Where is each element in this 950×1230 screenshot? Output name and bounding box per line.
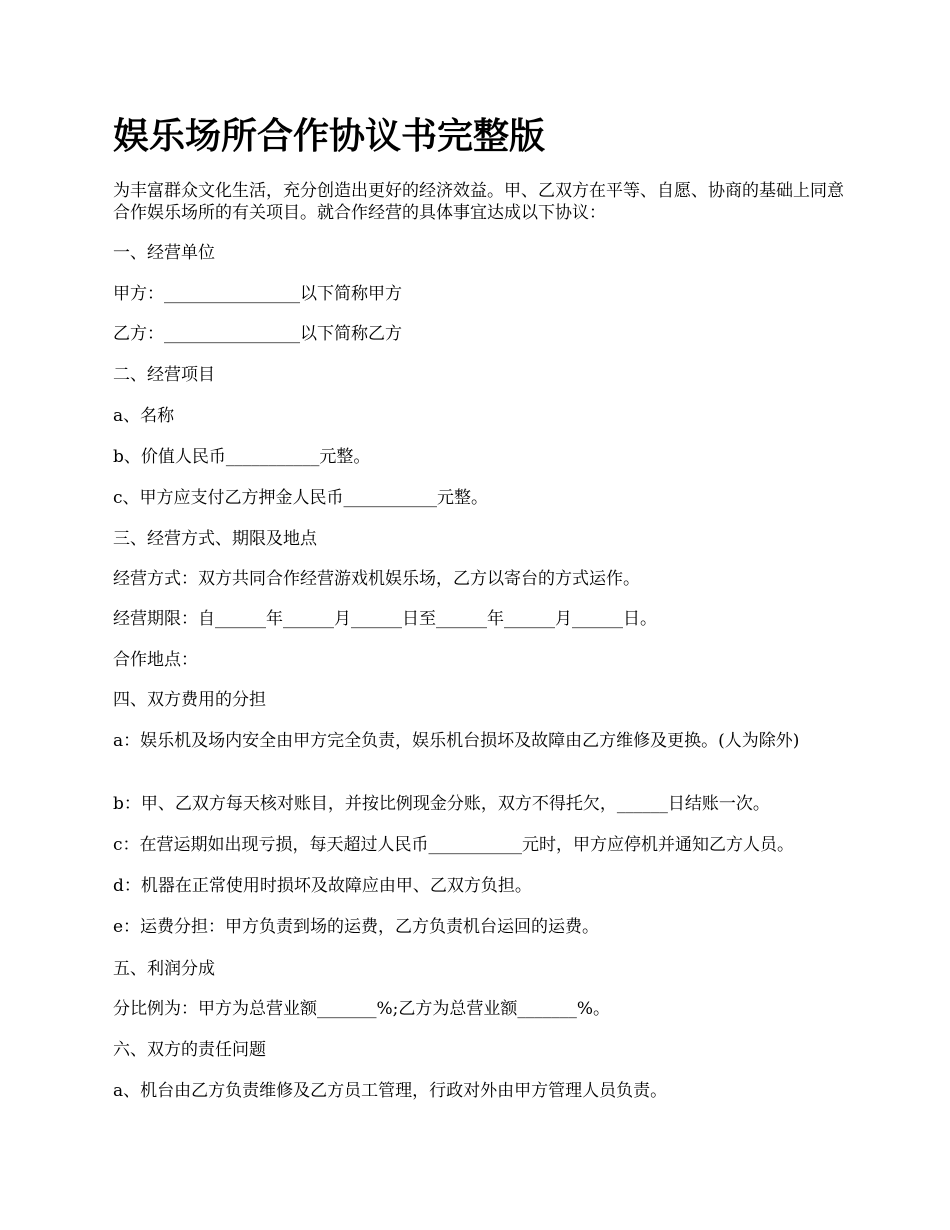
cost-clause-d: d：机器在正常使用时损坏及故障应由甲、乙双方负担。 [113,876,532,896]
profit-ratio: 分比例为：甲方为总营业额_______%;乙方为总营业额_______%。 [113,999,611,1019]
section-heading-3: 三、经营方式、期限及地点 [113,529,317,549]
section-heading-6: 六、双方的责任问题 [113,1040,266,1060]
section-heading-5: 五、利润分成 [113,959,215,979]
section-heading-1: 一、经营单位 [113,243,215,263]
responsibility-clause-a: a、机台由乙方负责维修及乙方员工管理，行政对外由甲方管理人员负责。 [113,1081,668,1101]
intro-paragraph: 为丰富群众文化生活，充分创造出更好的经济效益。甲、乙双方在平等、自愿、协商的基础上同意合作娱乐场所的有关项目。就合作经营的具体事宜达成以下协议： [113,181,844,223]
cost-clause-a: a：娱乐机及场内安全由甲方完全负责，娱乐机台损坏及故障由乙方维修及更换。(人为除外) [113,731,800,751]
item-c-deposit: c、甲方应支付乙方押金人民币___________元整。 [113,488,489,508]
section-heading-4: 四、双方费用的分担 [113,690,266,710]
operation-method: 经营方式：双方共同合作经营游戏机娱乐场，乙方以寄台的方式运作。 [113,569,640,589]
item-b-value: b、价值人民币___________元整。 [113,447,371,467]
party-a-line: 甲方：________________以下简称甲方 [113,284,402,304]
cost-clause-b: b：甲、乙双方每天核对账目，并按比例现金分账，双方不得托欠，______日结账一次。 [113,794,770,814]
cooperation-location: 合作地点： [113,650,198,670]
cost-clause-c: c：在营运期如出现亏损，每天超过人民币___________元时，甲方应停机并通知乙方人员。 [113,835,795,855]
item-a-name: a、名称 [113,406,175,426]
section-heading-2: 二、经营项目 [113,365,215,385]
operation-period: 经营期限：自______年______月______日至______年______月______日。 [113,609,657,629]
document-title: 娱乐场所合作协议书完整版 [113,115,546,157]
party-b-line: 乙方：________________以下简称乙方 [113,324,402,344]
cost-clause-e: e：运费分担：甲方负责到场的运费，乙方负责机台运回的运费。 [113,917,600,937]
